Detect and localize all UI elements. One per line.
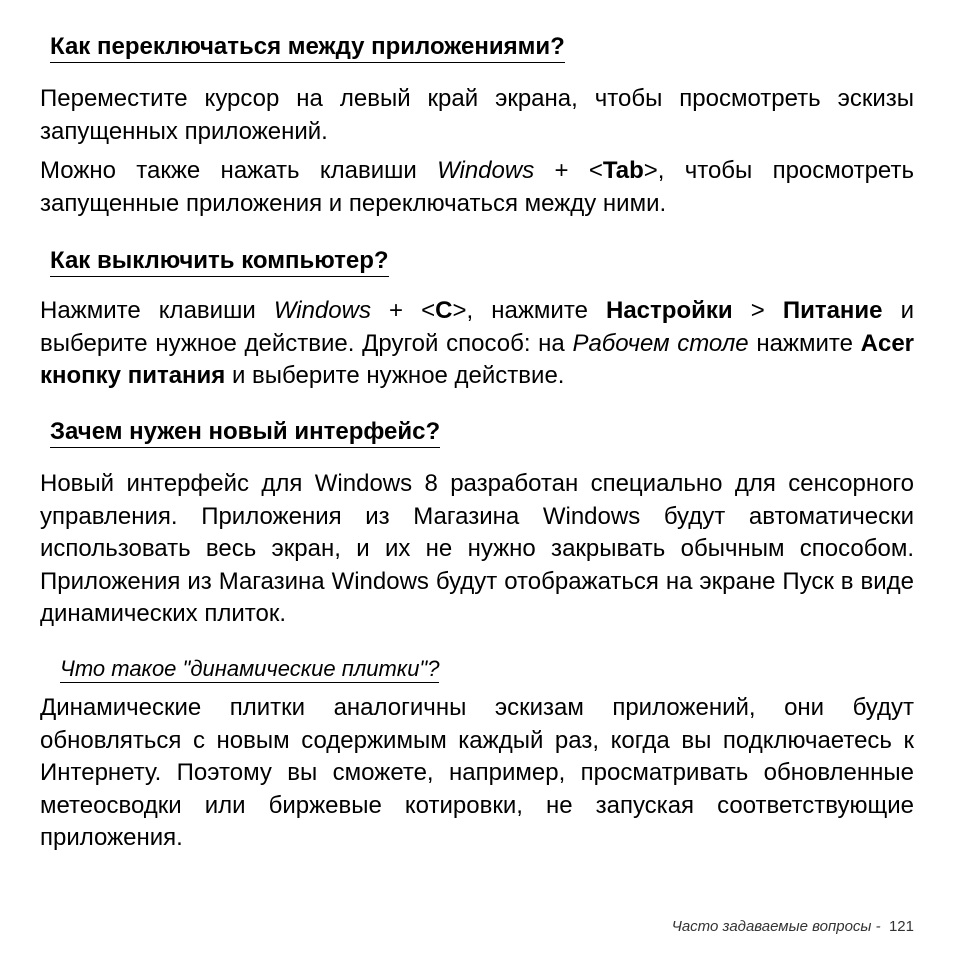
footer-section-title: Часто задаваемые вопросы - [671, 918, 881, 935]
page-footer [672, 917, 914, 937]
heading-shutdown: Как выключить компьютер? [50, 247, 389, 277]
paragraph-live-tiles: Динамические плитки аналогичны эскизам приложений, они будут обновляться с новым содержимым каждый раз, когда вы подключаетесь к Интернету. Поэтому вы сможете, например, просматривать обновленные метеосводки или биржевые котировки, не запуская соответствующие приложения. [40, 694, 914, 851]
heading-new-interface: Зачем нужен новый интерфейс? [50, 418, 440, 448]
paragraph-switch-apps-2: Можно также нажать клавиши Windows + <Tab>, чтобы просмотреть запущенные приложения и переключаться между ними. [40, 157, 914, 217]
paragraph-shutdown: Нажмите клавиши Windows + <C>, нажмите Настройки > Питание и выберите нужное действие. Другой способ: на Рабочем столе нажмите Acer кнопку питания и выберите нужное действие. [40, 297, 915, 389]
paragraph-new-interface: Новый интерфейс для Windows 8 разработан специально для сенсорного управления. Приложения из Магазина Windows будут автоматически использовать весь экран, и их не нужно закрывать обычным способом. Приложения из Магазина Windows будут отображаться на экране Пуск в виде динамических плиток. [40, 470, 914, 627]
heading-switch-apps: Как переключаться между приложениями? [50, 33, 565, 63]
paragraph-switch-apps-1: Переместите курсор на левый край экрана, чтобы просмотреть эскизы запущенных приложений. [40, 85, 914, 145]
subheading-live-tiles: Что такое "динамические плитки"? [60, 656, 440, 681]
page-number: 121 [888, 918, 914, 935]
